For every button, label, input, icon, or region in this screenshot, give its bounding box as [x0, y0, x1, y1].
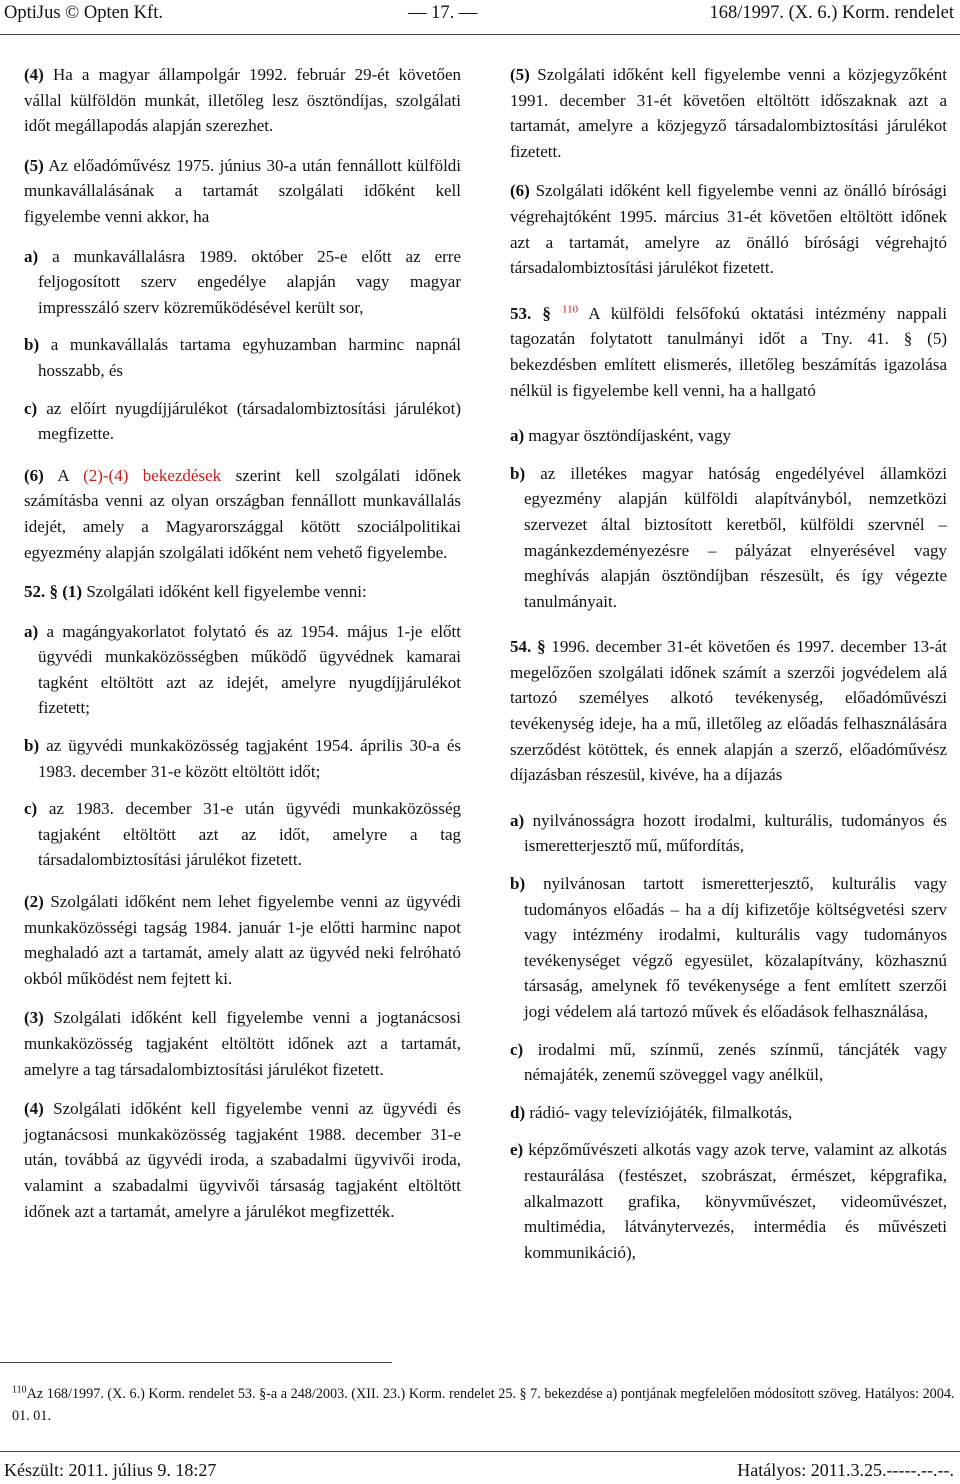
list-item: b) az ügyvédi munkaközösség tagjaként 1954. április 30-a és 1983. december 31-e között eltöltött időt;	[24, 736, 461, 781]
list-item: b) nyilvánosan tartott ismeretterjesztő, kulturális vagy tudományos előadás – ha a díj kifizetője költségvetési szerv vagy intézmény irodalmi, kulturális vagy tudományos tevékenységet végző egyesület, közalapítvány, közhasznú társaság, amelynek fő tevékenysége a fent említett szerzői jogi védelem alá tartozó művek és előadások felhasználása,	[510, 874, 947, 1021]
reference-link[interactable]: (2)-(4) bekezdések	[83, 465, 222, 485]
header-publisher: OptiJus © Opten Kft.	[4, 3, 163, 23]
footnote-marker[interactable]: 110	[562, 303, 579, 316]
list-item: a) nyilvánosságra hozott irodalmi, kulturális, tudományos és ismeretterjesztő mű, műfordítás,	[510, 810, 947, 856]
list-item: b) a munkavállalás tartama egyhuzamban harminc napnál hosszabb, és	[24, 335, 461, 380]
header-document-title: 168/1997. (X. 6.) Korm. rendelet	[709, 3, 954, 23]
section-54: 54. § 1996. december 31-ét követően és 1997. december 13-át megelőzően szolgálati időnek számít a szerzői jogvédelem alá tartozó személyes alkotó tevékenység, előadóművészi tevékenység ideje, ha a mű, illetőleg az előadás felhasználására szerződést kötöttek, és ennek alapján a szerző, előadóművész díjazásban részesül, kivéve, ha a díjazás	[510, 637, 948, 785]
list-item: c) az 1983. december 31-e után ügyvédi munkaközösség tagjaként eltöltött azt az időt, amelyre a tag társadalombiztosítási járulékot fizetett.	[24, 799, 462, 870]
paragraph-51-4: (4) Ha a magyar állampolgár 1992. február 29-ét követően vállal külföldön munkát, illetőleg lesz ösztöndíjas, szolgálati időt megállapodás alapján szerezhet.	[24, 65, 461, 136]
section-53: 53. § $^{110}$ A külföldi felsőfokú oktatási intézmény nappali tagozatán folytatott tanulmányi időt a Tny. 41. § (5) bekezdésben említett elismerés, illetőleg beszámítás igazolása nélkül is figyelembe kell venni, ha a hallgató	[510, 303, 947, 400]
footer-created-date: Készült: 2011. július 9. 18:27	[4, 1460, 217, 1480]
paragraph-52-3: (3) Szolgálati időként kell figyelembe venni a jogtanácsosi munkaközösség tagjaként eltöltött időnek azt a tartamát, amelyre a tag társadalombiztosítási járulékot fizetett.	[24, 1008, 461, 1079]
footnote-text: Az 168/1997. (X. 6.) Korm. rendelet 53. §-a a 248/2003. (XII. 23.) Korm. rendelet 25. § 7. bekezdése a) pontjának megfelelően módosított szöveg. Hatályos: 2004. 01. 01.	[12, 1386, 955, 1424]
footer-effective-date: Hatályos: 2011.3.25.-----.--.--.	[737, 1460, 954, 1480]
footnote-number: 110	[12, 1384, 27, 1396]
paragraph-52-6: (6) Szolgálati időként kell figyelembe venni az önálló bírósági végrehajtóként 1995. március 31-ét követően eltöltött időnek azt a tartamát, amelyre az önálló bírósági végrehajtó társadalombiztosítási járulékot fizetett.	[510, 181, 947, 278]
header-page-number: — 17. —	[408, 3, 478, 23]
list-item: b) az illetékes magyar hatóság engedélyével államközi egyezmény alapján külföldi alapítványból, nemzetközi szervezet által biztosított keretből, külföldi szervnél – magánkezdeményezésre – pályázat elnyerésével vagy meghívás alapján ösztöndíjban részesült, és így végezte tanulmányait.	[510, 463, 948, 611]
list-item: a) a munkavállalásra 1989. október 25-e előtt az erre feljogosított szerv engedélye alapján vagy magyar impresszáló szerv közreműködésével került sor,	[24, 246, 462, 317]
list-item: a) a magángyakorlatot folytató és az 1954. május 1-je előtt ügyvédi munkaközösségben működő ügyvédnek kamarai tagként eltöltött azt az idejét, amelyre nyugdíjjárulékot fizetett;	[24, 621, 461, 718]
list-item: c) az előírt nyugdíjjárulékot (társadalombiztosítási járulékot) megfizette.	[24, 398, 462, 444]
section-52-heading: 52. § (1) Szolgálati időként kell figyelembe venni:	[24, 582, 367, 602]
footnote-divider	[0, 1362, 392, 1363]
footer-divider	[0, 1451, 960, 1452]
left-column	[24, 62, 461, 1238]
list-item: c) irodalmi mű, színmű, zenés színmű, táncjáték vagy némajáték, zenemű szöveggel vagy anélkül,	[510, 1039, 948, 1085]
list-item: a) magyar ösztöndíjasként, vagy	[510, 426, 731, 446]
list-item: d) rádió- vagy televíziójáték, filmalkotás,	[510, 1102, 793, 1122]
header-divider	[0, 34, 960, 35]
paragraph-52-5: (5) Szolgálati időként kell figyelembe venni a közjegyzőként 1991. december 31-ét követően eltöltött időszaknak azt a tartamát, amelyre a közjegyző társadalombiztosítási járulékot fizetett.	[510, 65, 947, 161]
paragraph-52-2: (2) Szolgálati időként nem lehet figyelembe venni az ügyvédi munkaközösségi tagság 1984. január 1-je előtti harminc napot meghaladó azt a tartamát, amely alatt az ügyvéd neki felróható okból működést nem fejtett ki.	[24, 892, 461, 988]
page-header	[0, 0, 960, 30]
page-footer	[0, 1458, 960, 1484]
footnote	[12, 1383, 956, 1427]
paragraph-51-5: (5) Az előadóművész 1975. június 30-a után fennállott külföldi munkavállalásának a tartamát szolgálati időként kell figyelembe venni akkor, ha	[24, 155, 462, 226]
right-column	[510, 62, 947, 1277]
paragraph-51-6: (6) A (2)-(4) bekezdések szerint kell szolgálati időnek számításba venni az olyan országban fennállott munkavállalás idejét, amely a Magyarországgal kötött szociálpolitikai egyezmény alapján szolgálati időként nem vehető figyelembe.	[24, 465, 462, 562]
list-item: e) képzőművészeti alkotás vagy azok terve, valamint az alkotás restaurálása (festészet, szobrászat, érmészet, képgrafika, alkalmazott grafika, könyvművészet, videoművészet, multimédia, látványtervezés, intermédia és művészeti kommunikáció),	[510, 1140, 948, 1262]
paragraph-52-4: (4) Szolgálati időként kell figyelembe venni az ügyvédi és jogtanácsosi munkaközösség tagjaként 1988. december 31-e után, továbbá az ügyvédi iroda, a szabadalmi ügyvivői iroda, valamint a szabadalmi ügyvivői társaság tagjaként eltöltött időnek azt a tartamát, amelyre a járulékot megfizették.	[24, 1099, 461, 1221]
